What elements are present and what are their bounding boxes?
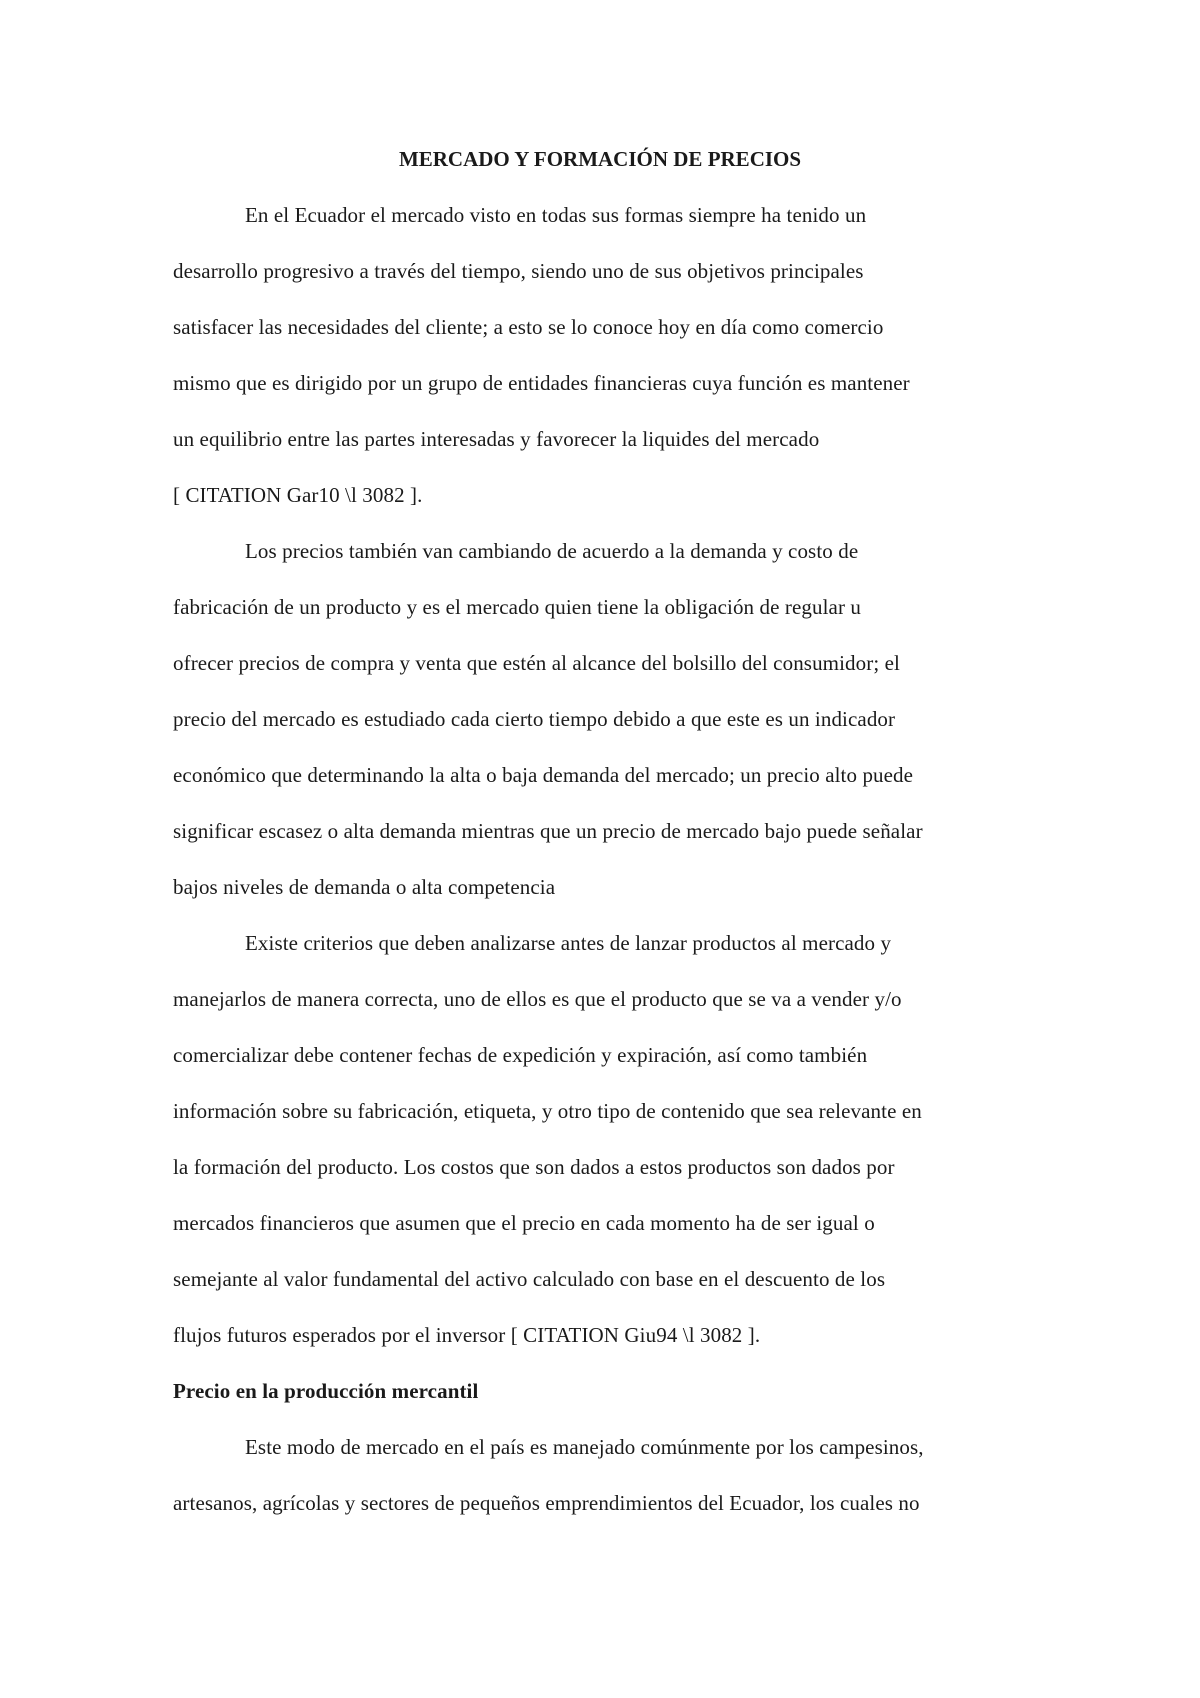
paragraph-2-line: ofrecer precios de compra y venta que estén al alcance del bolsillo del consumidor; el <box>173 651 900 675</box>
paragraph-3-line: comercializar debe contener fechas de expedición y expiración, así como también <box>173 1043 868 1067</box>
paragraph-2-line: económico que determinando la alta o baja demanda del mercado; un precio alto puede <box>173 763 914 787</box>
citation: [ CITATION Gar10 \l 3082 ]. <box>173 483 423 507</box>
paragraph-2-line: fabricación de un producto y es el mercado quien tiene la obligación de regular u <box>173 595 861 619</box>
paragraph-1-line: En el Ecuador el mercado visto en todas sus formas siempre ha tenido un <box>245 203 867 227</box>
paragraph-1-line: satisfacer las necesidades del cliente; a esto se lo conoce hoy en día como comercio <box>173 315 884 339</box>
paragraph-2-line: bajos niveles de demanda o alta competencia <box>173 875 556 899</box>
paragraph-3-line: la formación del producto. Los costos que son dados a estos productos son dados por <box>173 1155 895 1179</box>
paragraph-3-line: mercados financieros que asumen que el precio en cada momento ha de ser igual o <box>173 1211 875 1235</box>
paragraph-4-line: Este modo de mercado en el país es manejado comúnmente por los campesinos, <box>245 1435 924 1459</box>
paragraph-1-line: mismo que es dirigido por un grupo de entidades financieras cuya función es mantener <box>173 371 910 395</box>
paragraph-3-line: Existe criterios que deben analizarse antes de lanzar productos al mercado y <box>245 931 892 955</box>
paragraph-2-line: precio del mercado es estudiado cada cierto tiempo debido a que este es un indicador <box>173 707 896 731</box>
paragraph-1-line: un equilibrio entre las partes interesadas y favorecer la liquides del mercado <box>173 427 820 451</box>
paragraph-3-line: manejarlos de manera correcta, uno de ellos es que el producto que se va a vender y/o <box>173 987 902 1011</box>
paragraph-3-line: flujos futuros esperados por el inversor [ CITATION Giu94 \l 3082 ]. <box>173 1323 761 1347</box>
paragraph-3-line: semejante al valor fundamental del activo calculado con base en el descuento de los <box>173 1267 886 1291</box>
document-title: MERCADO Y FORMACIÓN DE PRECIOS <box>398 147 802 171</box>
paragraph-1-line: desarrollo progresivo a través del tiempo, siendo uno de sus objetivos principales <box>173 259 864 283</box>
paragraph-4-line: artesanos, agrícolas y sectores de pequeños emprendimientos del Ecuador, los cuales no <box>173 1491 920 1515</box>
section-heading: Precio en la producción mercantil <box>173 1379 479 1403</box>
paragraph-2-line: significar escasez o alta demanda mientras que un precio de mercado bajo puede señalar <box>173 819 923 843</box>
paragraph-2-line: Los precios también van cambiando de acuerdo a la demanda y costo de <box>245 539 859 563</box>
paragraph-3-line: información sobre su fabricación, etiqueta, y otro tipo de contenido que sea relevante en <box>173 1099 922 1123</box>
